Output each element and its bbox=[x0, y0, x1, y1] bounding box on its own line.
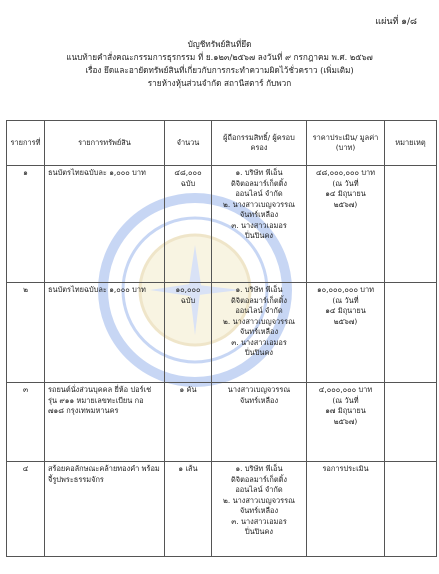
case-name: รายห้างหุ้นส่วนจำกัด สถานีสตาร์ กับพวก bbox=[147, 78, 292, 88]
row-qty bbox=[165, 383, 212, 462]
row-owners bbox=[212, 283, 307, 383]
row-value bbox=[307, 283, 385, 383]
value-line: ๔,๐๐๐,๐๐๐ บาท bbox=[318, 385, 373, 394]
value-line: ๔๘,๐๐๐,๐๐๐ บาท bbox=[315, 168, 376, 177]
owner-line: ดิจิตอลมาร์เก็ตติ้ง bbox=[230, 178, 288, 188]
qty-unit: ฉบับ bbox=[180, 295, 196, 305]
value-line: ๑๗ มิถุนายน bbox=[325, 406, 366, 415]
column-header-owner: ผู้ถือกรรมสิทธิ์/ ผู้ครอบครอง bbox=[212, 121, 307, 166]
value-line: ๑๔ มิถุนายน bbox=[325, 189, 366, 198]
owner-line: ปิ่นปินคง bbox=[244, 348, 274, 357]
value-line: (ณ วันที่ bbox=[332, 295, 359, 305]
row-item: ธนบัตรไทยฉบับละ ๑,๐๐๐ บาท bbox=[45, 283, 165, 383]
qty-amount: ๑๐,๐๐๐ bbox=[175, 285, 201, 294]
owner-line: ๓. นางสาวเอมอร bbox=[231, 516, 287, 526]
owner-line: ๓. นางสาวเอมอร bbox=[231, 337, 287, 347]
column-header-no: รายการที่ bbox=[7, 121, 45, 166]
qty-amount: ๔๘,๐๐๐ bbox=[174, 168, 202, 177]
row-remark bbox=[385, 283, 437, 383]
owner-line: นางสาวเบญจวรรณ bbox=[227, 385, 291, 394]
asset-table bbox=[6, 120, 437, 557]
document-title: บัญชีทรัพย์สินที่ยึด bbox=[187, 39, 252, 49]
qty-amount: ๑ คัน bbox=[179, 385, 197, 394]
value-line: ๑๔ มิถุนายน bbox=[325, 306, 366, 315]
subject-line: เรื่อง ยึดและอายัดทรัพย์สินที่เกี่ยวกับการกระทำความผิดไว้ชั่วคราว (เพิ่มเติม) bbox=[85, 65, 354, 75]
owner-line: ๑. บริษัท พีเอ็น bbox=[235, 464, 283, 473]
owner-line: ๓. นางสาวเอมอร bbox=[231, 220, 287, 230]
value-line: รอการประเมิน bbox=[322, 464, 369, 473]
owner-line: ดิจิตอลมาร์เก็ตติ้ง bbox=[230, 474, 288, 484]
table-row bbox=[7, 283, 437, 383]
row-value bbox=[307, 462, 385, 557]
value-line: (ณ วันที่ bbox=[332, 395, 359, 405]
table-row bbox=[7, 166, 437, 283]
document-header bbox=[0, 38, 439, 90]
owner-line: ๒. นางสาวเบญจวรรณ bbox=[223, 199, 295, 209]
table-header-row bbox=[7, 121, 437, 166]
owner-line: ๑. บริษัท พีเอ็น bbox=[235, 285, 283, 294]
owner-line: ดิจิตอลมาร์เก็ตติ้ง bbox=[230, 295, 288, 305]
owner-line: ๑. บริษัท พีเอ็น bbox=[235, 168, 283, 177]
row-owners bbox=[212, 462, 307, 557]
page-number: แผ่นที่ ๑/๘ bbox=[375, 17, 417, 27]
owner-line: ๒. นางสาวเบญจวรรณ bbox=[223, 495, 295, 505]
owner-line: ออนไลน์ จำกัด bbox=[235, 485, 283, 494]
table-row bbox=[7, 383, 437, 462]
row-no: ๑ bbox=[7, 166, 45, 283]
row-remark bbox=[385, 166, 437, 283]
owner-line: ปิ่นปินคง bbox=[244, 231, 274, 240]
column-header-qty: จำนวน bbox=[165, 121, 212, 166]
qty-amount: ๑ เส้น bbox=[178, 464, 198, 473]
owner-line: จันทร์เหลือง bbox=[239, 395, 279, 405]
row-value bbox=[307, 383, 385, 462]
column-header-remark: หมายเหตุ bbox=[385, 121, 437, 166]
row-qty bbox=[165, 283, 212, 383]
qty-unit: ฉบับ bbox=[180, 178, 196, 188]
value-line: ๑๐,๐๐๐,๐๐๐ บาท bbox=[316, 285, 375, 294]
row-no: ๒ bbox=[7, 283, 45, 383]
row-item: ธนบัตรไทยฉบับละ ๑,๐๐๐ บาท bbox=[45, 166, 165, 283]
row-qty bbox=[165, 166, 212, 283]
order-reference: แนบท้ายคำสั่งคณะกรรมการธุรกรรม ที่ ย.๑๒๓/๒๕๖๗ ลงวันที่ ๙ กรกฎาคม พ.ศ. ๒๕๖๗ bbox=[66, 52, 373, 62]
row-item: รถยนต์นั่งส่วนบุคคล ยี่ห้อ ปอร์เช่ รุ่น ๙๑๑ หมายเลขทะเบียน กอ ๗๑๘ กรุงเทพมหานคร bbox=[45, 383, 165, 462]
owner-line: จันทร์เหลือง bbox=[239, 506, 279, 515]
owner-line: จันทร์เหลือง bbox=[239, 327, 279, 336]
column-header-value: ราคาประเมิน/ มูลค่า (บาท) bbox=[307, 121, 385, 166]
column-header-item: รายการทรัพย์สิน bbox=[45, 121, 165, 166]
value-line: (ณ วันที่ bbox=[332, 178, 359, 188]
row-owners bbox=[212, 166, 307, 283]
value-line: ๒๕๖๗) bbox=[333, 316, 358, 326]
row-owners bbox=[212, 383, 307, 462]
value-line: ๒๕๖๗) bbox=[333, 416, 358, 426]
row-no: ๔ bbox=[7, 462, 45, 557]
owner-line: ปิ่นปินคง bbox=[244, 527, 274, 536]
owner-line: จันทร์เหลือง bbox=[239, 210, 279, 219]
row-remark bbox=[385, 462, 437, 557]
row-item: สร้อยคอลักษณะคล้ายทองคำ พร้อมจี้รูปพระธรรมจักร bbox=[45, 462, 165, 557]
row-value bbox=[307, 166, 385, 283]
row-qty bbox=[165, 462, 212, 557]
row-no: ๓ bbox=[7, 383, 45, 462]
value-line: ๒๕๖๗) bbox=[333, 199, 358, 209]
owner-line: ออนไลน์ จำกัด bbox=[235, 189, 283, 198]
row-remark bbox=[385, 383, 437, 462]
table-row bbox=[7, 462, 437, 557]
owner-line: ๒. นางสาวเบญจวรรณ bbox=[223, 316, 295, 326]
owner-line: ออนไลน์ จำกัด bbox=[235, 306, 283, 315]
